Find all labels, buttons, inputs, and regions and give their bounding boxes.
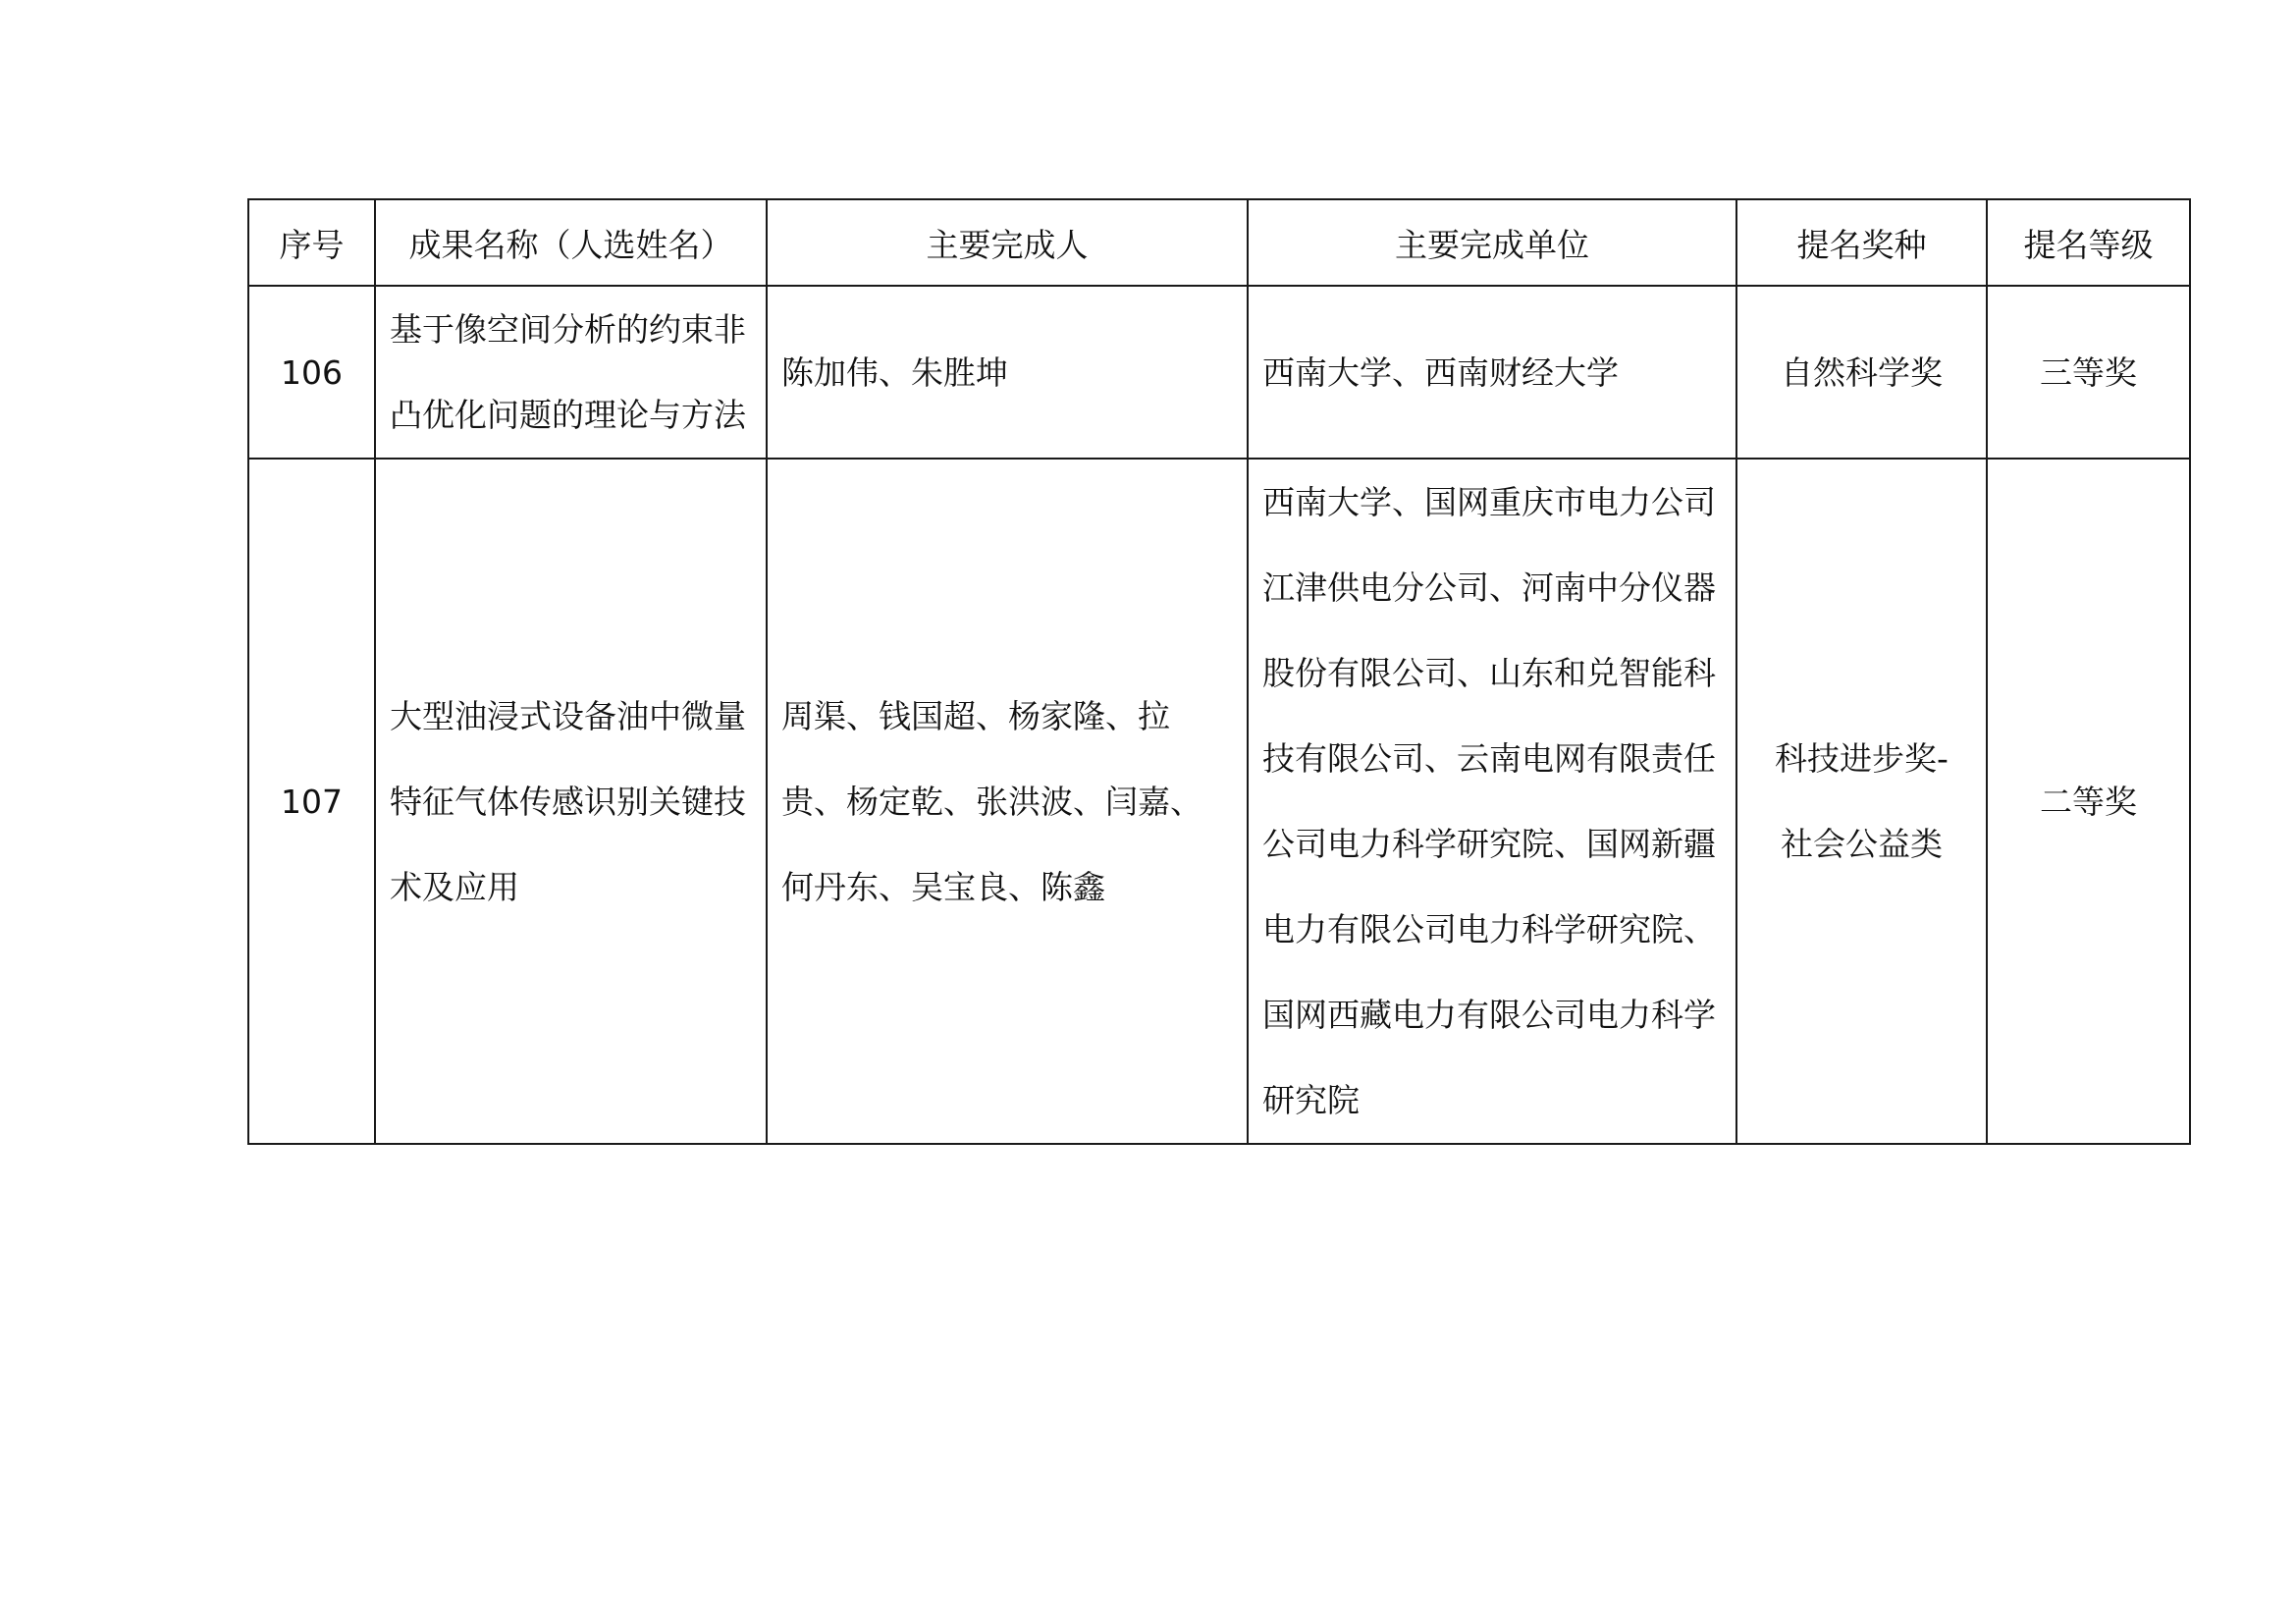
cell-award-type [1736, 286, 1987, 459]
cell-award-type [1736, 459, 1987, 1144]
header-people: 主要完成人 [767, 199, 1248, 286]
cell-units: 西南大学、西南财经大学 [1248, 286, 1736, 459]
award-type-line: 自然科学奖 [1781, 352, 1943, 392]
table-body [248, 286, 2190, 1144]
award-nomination-table [247, 198, 2191, 1145]
cell-award-level: 二等奖 [1987, 459, 2190, 1144]
header-index: 序号 [248, 199, 375, 286]
table-header [248, 199, 2190, 286]
header-award-type: 提名奖种 [1736, 199, 1987, 286]
cell-award-level: 三等奖 [1987, 286, 2190, 459]
table-row [248, 286, 2190, 459]
header-award-level: 提名等级 [1987, 199, 2190, 286]
cell-index: 106 [248, 286, 375, 459]
cell-units: 西南大学、国网重庆市电力公司江津供电分公司、河南中分仪器股份有限公司、山东和兑智能科技有限公司、云南电网有限责任公司电力科学研究院、国网新疆电力有限公司电力科学研究院、国网西藏电力有限公司电力科学研究院 [1248, 459, 1736, 1144]
award-type-line: 科技进步奖- [1775, 739, 1949, 778]
cell-people: 周渠、钱国超、杨家隆、拉贵、杨定乾、张洪波、闫嘉、何丹东、吴宝良、陈鑫 [767, 459, 1248, 1144]
header-name: 成果名称（人选姓名） [375, 199, 767, 286]
cell-name: 基于像空间分析的约束非凸优化问题的理论与方法 [375, 286, 767, 459]
cell-name: 大型油浸式设备油中微量特征气体传感识别关键技术及应用 [375, 459, 767, 1144]
header-units: 主要完成单位 [1248, 199, 1736, 286]
table-row [248, 459, 2190, 1144]
header-row [248, 199, 2190, 286]
cell-index: 107 [248, 459, 375, 1144]
cell-people: 陈加伟、朱胜坤 [767, 286, 1248, 459]
award-type-line: 社会公益类 [1781, 825, 1943, 863]
